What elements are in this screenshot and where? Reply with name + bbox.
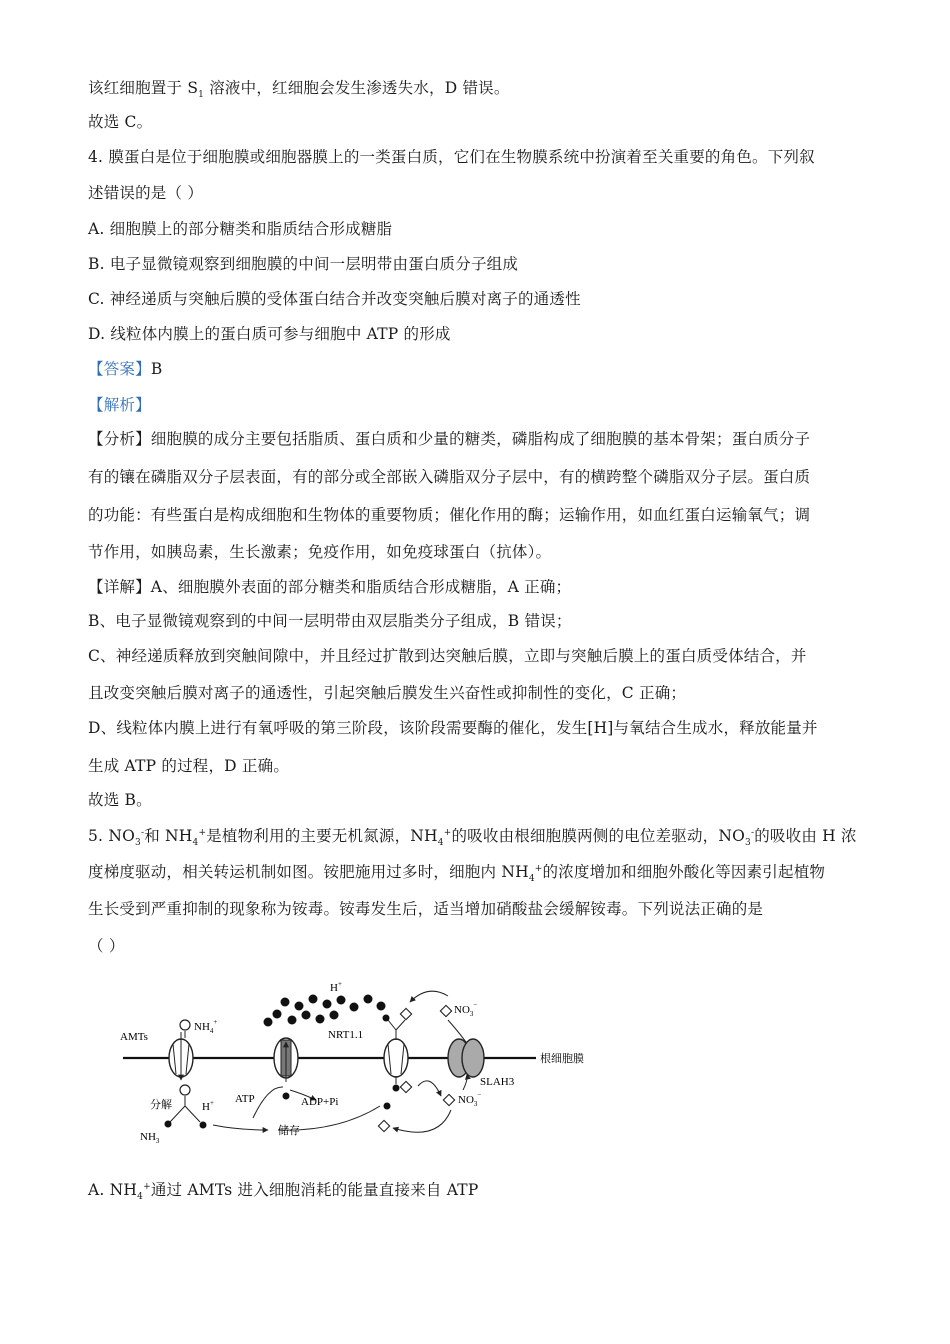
choose-c: 故选 C。 <box>88 113 153 131</box>
xiangjie-line: C、神经递质释放到突触间隙中，并且经过扩散到达突触后膜，立即与突触后膜上的蛋白质受体结合，并 <box>88 647 807 665</box>
h-plus-bottom: H+ <box>202 1099 214 1113</box>
h-plus-top: H+ <box>330 982 342 994</box>
transport-diagram <box>118 982 598 1152</box>
q4-option-d: D. 线粒体内膜上的蛋白质可参与细胞中 ATP 的形成 <box>88 325 451 343</box>
adp-label: ADP+Pi <box>301 1096 339 1108</box>
h-plus-dots <box>264 995 386 1027</box>
amts-label: AMTs <box>120 1031 148 1043</box>
analysis-tag: 【解析】 <box>88 396 151 414</box>
q5-option-a: A. $NH_4^+$通过 AMTs 进入细胞消耗的能量直接来自 ATP <box>88 1181 479 1203</box>
q5-stem-line4: （ ） <box>88 937 125 955</box>
choose-b: 故选 B。 <box>88 791 152 809</box>
xiangjie-line: B、电子显微镜观察到的中间一层明带由双层脂类分子组成，B 错误； <box>88 612 572 630</box>
q4-stem-line1: 4. 膜蛋白是位于细胞膜或细胞器膜上的一类蛋白质，它们在生物膜系统中扮演着至关重要的角色。下列叙 <box>88 148 815 166</box>
nrt1-transporter <box>383 1008 412 1109</box>
q4-answer: 【答案】B <box>88 360 163 378</box>
q4-stem-line2: 述错误的是（ ） <box>88 184 204 202</box>
fenxi-line: 节作用，如胰岛素，生长激素；免疫作用，如免疫球蛋白（抗体）。 <box>88 543 552 561</box>
fenxi-line: 的功能：有些蛋白是构成细胞和生物体的重要物质；催化作用的酶；运输作用，如血红蛋白运输氧气；调 <box>88 506 811 524</box>
chucun-label: 储存 <box>278 1125 300 1137</box>
amts-transporter <box>169 1020 193 1095</box>
xiangjie-line: 生成 ATP 的过程，D 正确。 <box>88 757 290 775</box>
fenjie-label: 分解 <box>150 1099 172 1111</box>
slah3-channel <box>448 1039 484 1077</box>
no3-bottom-label: $NO_3^-$ <box>458 1091 482 1108</box>
q5-stem-line3: 生长受到严重抑制的现象称为铵毒。铵毒发生后，适当增加硝酸盐会缓解铵毒。下列说法正确的是 <box>88 900 764 918</box>
atp-label: ATP <box>235 1093 255 1105</box>
membrane-label: 根细胞膜 <box>540 1053 584 1065</box>
fenxi-line: 【分析】细胞膜的成分主要包括脂质、蛋白质和少量的糖类，磷脂构成了细胞膜的基本骨架；蛋白质分子 <box>88 430 811 448</box>
xiangjie-line: 且改变突触后膜对离子的通透性，引起突触后膜发生兴奋性或抑制性的变化，C 正确； <box>88 684 687 702</box>
q4-option-c: C. 神经递质与突触后膜的受体蛋白结合并改变突触后膜对离子的通透性 <box>88 290 581 308</box>
q5-stem-line2: 度梯度驱动，相关转运机制如图。铵肥施用过多时，细胞内 $NH_4^+$的浓度增加和细胞外酸化等因素引起植物 <box>88 863 826 885</box>
slah3-label: SLAH3 <box>480 1076 515 1088</box>
q5-stem-line1: 5. $NO_3^-$和 $NH_4^+$是植物利用的主要无机氮源，$NH_4^+$的吸收由根细胞膜两侧的电位差驱动，$NO_3^-$的吸收由 H 浓 <box>88 827 857 849</box>
no3-top-label: $NO_3^-$ <box>454 1001 478 1018</box>
nrt-label: NRT1.1 <box>328 1029 364 1041</box>
text-line: 该红细胞置于 $S_1$ 溶液中，红细胞会发生渗透失水，D 错误。 <box>88 79 510 101</box>
xiangjie-line: 【详解】A、细胞膜外表面的部分糖类和脂质结合形成糖脂，A 正确； <box>88 578 572 596</box>
answer-tag: 【答案】 <box>88 360 151 378</box>
q4-option-a: A. 细胞膜上的部分糖类和脂质结合形成糖脂 <box>88 220 393 238</box>
nh4-label: $NH_4^+$ <box>194 1018 218 1035</box>
nh3-label: $NH_3$ <box>140 1131 160 1145</box>
fenxi-line: 有的镶在磷脂双分子层表面，有的部分或全部嵌入磷脂双分子层中，有的横跨整个磷脂双分子层。蛋白质 <box>88 468 811 486</box>
q4-option-b: B. 电子显微镜观察到细胞膜的中间一层明带由蛋白质分子组成 <box>88 255 519 273</box>
xiangjie-line: D、线粒体内膜上进行有氧呼吸的第三阶段，该阶段需要酶的催化，发生[H]与氧结合生成水，释放能量并 <box>88 719 818 737</box>
